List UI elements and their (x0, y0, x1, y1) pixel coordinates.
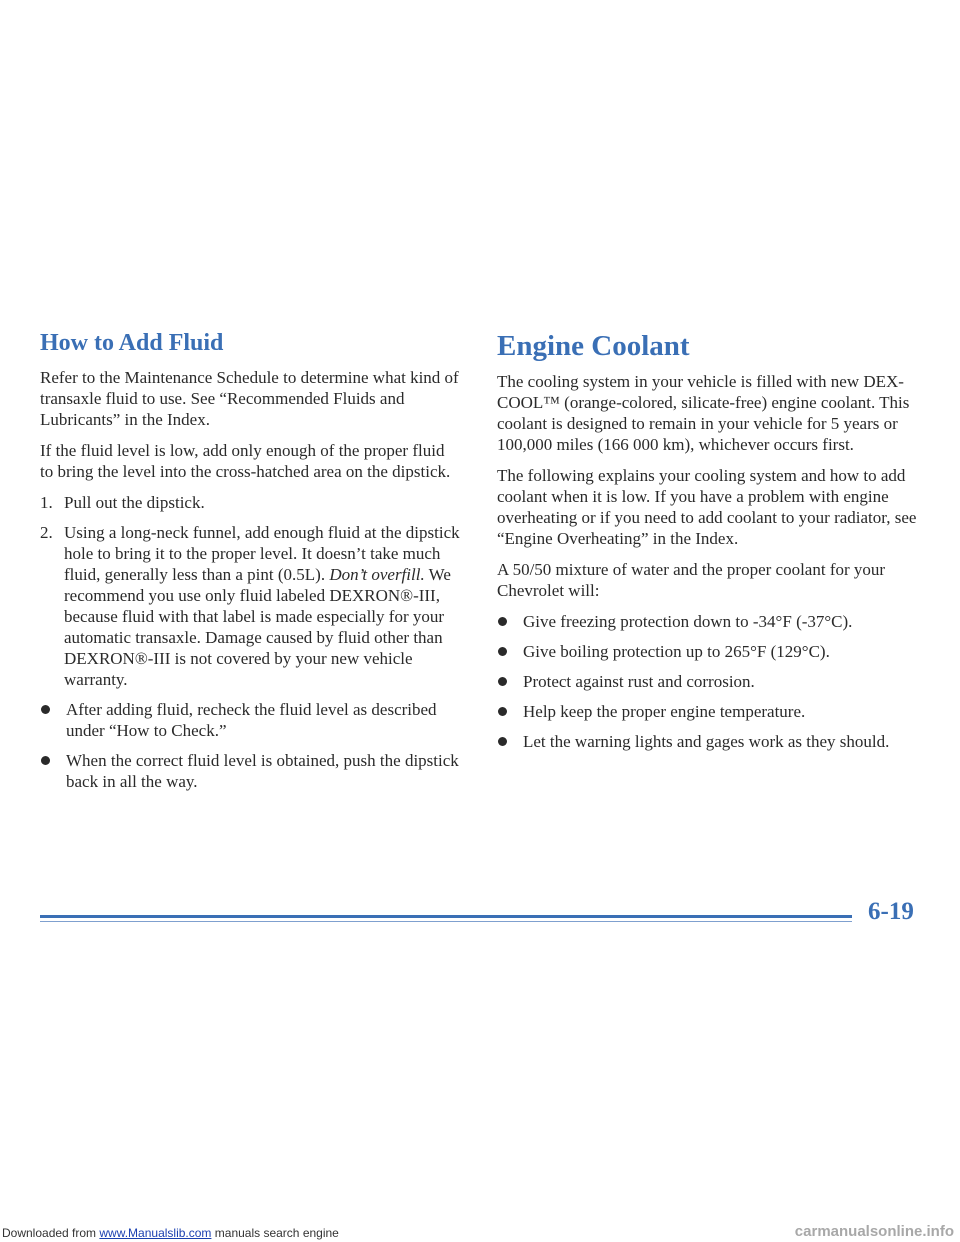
bullet-icon (498, 617, 507, 626)
page-number: 6-19 (868, 898, 914, 925)
list-item (497, 671, 917, 692)
left-paragraph-1: Refer to the Maintenance Schedule to determine what kind of transaxle fluid to use. See “Recommended Fluids and Lubricants” in the Index. (40, 368, 459, 429)
list-item (497, 611, 917, 632)
footer-rule-thin (40, 921, 852, 922)
bullet-icon (498, 677, 507, 686)
engine-coolant-heading: Engine Coolant (497, 330, 690, 362)
watermark-text: carmanualsonline.info (794, 1223, 954, 1240)
footer-rule (40, 915, 852, 918)
credit-prefix: Downloaded from (2, 1226, 100, 1240)
step-number: 1. (40, 493, 53, 512)
step-text-b: We recommend you use only fluid labeled DEXRON®-III, because fluid with that label is made especially for your automatic transaxle. Damage caused by fluid other than DEXRON®-III is not covered by your new vehicle warranty. (64, 565, 451, 689)
bullet-icon (498, 707, 507, 716)
list-item (497, 731, 917, 752)
bullet-icon (498, 737, 507, 746)
credit-suffix: manuals search engine (211, 1226, 339, 1240)
left-column (40, 330, 460, 801)
right-paragraph-2: The following explains your cooling system and how to add coolant when it is low. If you have a problem with engine overheating or if you need to add coolant to your radiator, see “Engine Overheating” in the Index. (497, 466, 917, 548)
download-credit (2, 1226, 339, 1240)
how-to-add-fluid-heading: How to Add Fluid (40, 330, 224, 356)
step-text-a: Using a long-neck funnel, add enough fluid at the dipstick hole to bring it to the proper level. It doesn’t take much fluid, generally less than a pint (0.5L). (64, 523, 460, 584)
list-item (40, 699, 460, 741)
bullet-icon (41, 705, 50, 714)
list-item (40, 750, 460, 792)
step-1 (40, 492, 460, 513)
manualslib-link[interactable]: www.Manualslib.com (99, 1226, 212, 1240)
right-paragraph-1: The cooling system in your vehicle is filled with new DEX-COOL™ (orange-colored, silicate-free) engine coolant. This coolant is designed to remain in your vehicle for 5 years or 100,000 miles (166 000 km), whichever occurs first. (497, 372, 910, 454)
bullet-text: Give freezing protection down to -34°F (-37°C). (523, 612, 853, 631)
left-paragraph-2: If the fluid level is low, add only enough of the proper fluid to bring the level into the cross-hatched area on the dipstick. (40, 441, 451, 481)
bullet-icon (41, 756, 50, 765)
bullet-icon (498, 647, 507, 656)
bullet-text: Give boiling protection up to 265°F (129°C). (523, 642, 830, 661)
bullet-text: When the correct fluid level is obtained, push the dipstick back in all the way. (66, 751, 459, 791)
bullet-text: Help keep the proper engine temperature. (523, 702, 806, 721)
right-paragraph-3: A 50/50 mixture of water and the proper coolant for your Chevrolet will: (497, 560, 886, 600)
step-number: 2. (40, 523, 53, 542)
bullet-text: Protect against rust and corrosion. (523, 672, 755, 691)
download-footer (0, 1225, 960, 1242)
bullet-text: Let the warning lights and gages work as they should. (523, 732, 890, 751)
step-text: Pull out the dipstick. (64, 493, 205, 512)
list-item (497, 701, 917, 722)
dont-overfill-emphasis: Don’t overfill. (329, 565, 425, 584)
bullet-text: After adding fluid, recheck the fluid level as described under “How to Check.” (66, 700, 437, 740)
list-item (497, 641, 917, 662)
right-column (497, 330, 917, 761)
step-2 (40, 522, 460, 690)
